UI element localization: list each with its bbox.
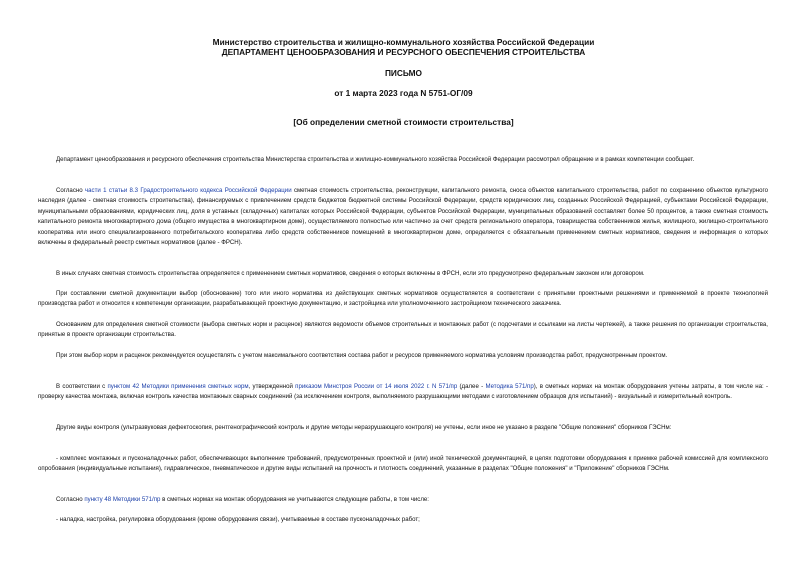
ministry-title: Министерство строительства и жилищно-коммунального хозяйства Российской Федерации	[212, 37, 595, 47]
paragraph-5: Основанием для определения сметной стоимости (выбора сметных норм и расценок) являются ведомости объемов строительных и монтажных работ (с подсчетами и ссылками на листы чертежей), а также решения по организации строительства, принятые в проекте организации строительства.	[38, 321, 768, 339]
paragraph-1: Департамент ценообразования и ресурсного обеспечения строительства Министерства строительства и жилищно-коммунального хозяйства Российской Федерации рассмотрел обращение и в рамках компетенции сообщает.	[56, 156, 695, 163]
paragraph-7-text-b: , утвержденной	[248, 383, 296, 390]
paragraph-10-text-a: Согласно	[56, 496, 85, 503]
paragraph-4: При составлении сметной документации выбор (обоснование) того или иного норматива из действующих сметных нормативов осуществляется в соответствии с принятыми проектными решениями и применяемой в проекте технологией производства работ и относится к компетенции организации, разрабатывающей проектную документацию, и застройщика или уполномоченного застройщиком технического заказчика.	[38, 290, 768, 308]
document-type: ПИСЬМО	[384, 68, 423, 78]
link-methodology-point-42[interactable]: пунктом 42 Методики применения сметных норм	[107, 383, 249, 390]
paragraph-6: При этом выбор норм и расценок рекомендуется осуществлять с учетом максимального соответствия состава работ и ресурсов применяемого норматива условиям производства работ, предусмотренным проектом.	[56, 352, 668, 359]
paragraph-8: Другие виды контроля (ультразвуковая дефектоскопия, рентгенографический контроль и другие методы неразрушающего контроля) не учтены, если иное не указано в разделе "Общие положения" сборников ГЭСНм:	[56, 424, 672, 431]
document-subject: [Об определении сметной стоимости строительства]	[293, 117, 514, 127]
link-gradcode-article[interactable]: части 1 статьи 8.3 Градостроительного кодекса Российской Федерации	[84, 187, 292, 194]
paragraph-7-text-c: (далее -	[457, 383, 486, 390]
paragraph-9: - комплекс монтажных и пусконаладочных работ, обеспечивающих выполнение требований, предусмотренных проектной и (или) иной технической документацией, в целях подготовки оборудования к приемке рабочей комиссией для комплексного опробования (индивидуальные испытания), гидравлическое, пневматическое и другие виды испытаний на прочность и плотность соединений, указанные в разделах "Общие положения" и "Приложение" сборников ГЭСНм.	[38, 455, 768, 473]
link-methodology-571[interactable]: Методика 571/пр	[485, 383, 534, 390]
document-date-number: от 1 марта 2023 года N 5751-ОГ/09	[334, 88, 473, 98]
department-title: ДЕПАРТАМЕНТ ЦЕНООБРАЗОВАНИЯ И РЕСУРСНОГО ОБЕСПЕЧЕНИЯ СТРОИТЕЛЬСТВА	[221, 47, 586, 57]
paragraph-2-text-a: Согласно	[56, 187, 85, 194]
paragraph-7-text-a: В соответствии с	[56, 383, 108, 390]
paragraph-10	[38, 495, 768, 505]
paragraph-11: - наладка, настройка, регулировка оборудования (кроме оборудования связи), учитываемые в составе пусконаладочных работ;	[56, 516, 420, 523]
paragraph-7	[38, 382, 768, 403]
link-methodology-point-48[interactable]: пункту 48 Методики 571/пр	[84, 496, 161, 503]
link-minstroy-order[interactable]: приказом Минстроя России от 14 июля 2022 г. N 571/пр	[295, 383, 458, 390]
paragraph-7-text-d: ), в сметных нормах на монтаж оборудования учтены затраты, в том числе на: - проверку качества монтажа, включая контроль качества монтажных сварных соединений (за исключением контроля, выполняемого разрушающими методами с изготовлением образцов для испытаний) - визуальный и измерительный контроль.	[38, 383, 769, 401]
paragraph-2-text-b: сметная стоимость строительства, реконструкции, капитального ремонта, сноса объектов капитального строительства, работ по сохранению объектов культурного наследия (далее - сметная стоимость строительства), финансируемых с привлечением средств бюджетов бюджетной системы Российской Федерации, средств юридических лиц, созданных Российской Федерацией, субъектами Российской Федерации, муниципальными образованиями, юридических лиц, доля в уставных (складочных) капиталах которых Российской Федерации, субъектов Российской Федерации, муниципальных образований составляет более 50 процентов, а также сметная стоимость капитального ремонта многоквартирного дома (общего имущества в многоквартирном доме), осуществляемого полностью или частично за счет средств регионального оператора, товарищества собственников жилья, жилищного, жилищно-строительного кооператива или иного специализированного потребительского кооператива либо средств собственников помещений в многоквартирном доме, определяется с обязательным применением сметных нормативов, сведения и информация о которых включены в федеральный реестр сметных нормативов (далее - ФРСН).	[38, 187, 768, 247]
paragraph-2	[38, 186, 768, 248]
paragraph-3: В иных случаях сметная стоимость строительства определяется с применением сметных нормативов, сведения о которых включены в ФРСН, если это предусмотрено федеральным законом или договором.	[56, 270, 645, 277]
paragraph-10-text-b: в сметных нормах на монтаж оборудования не учитываются следующие работы, в том числе:	[160, 496, 429, 503]
